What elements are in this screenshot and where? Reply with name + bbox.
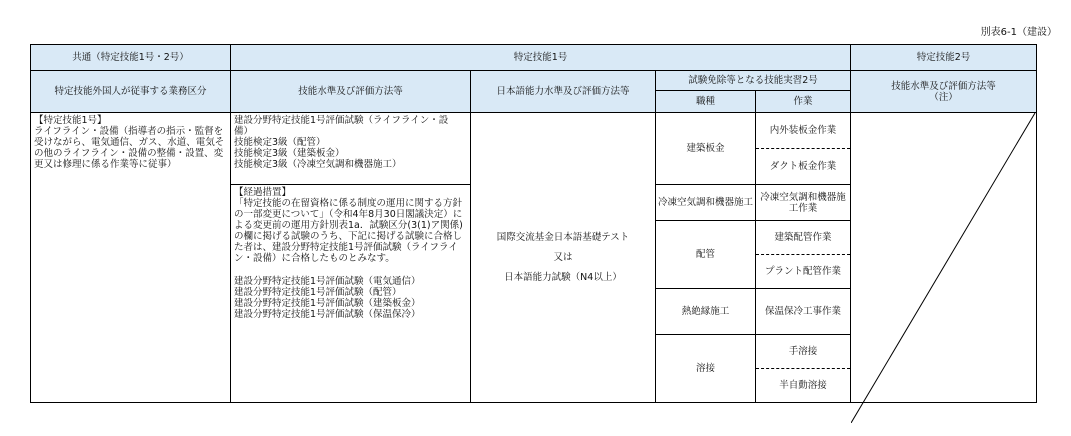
occupation-piping: 配管 xyxy=(656,221,756,289)
work-item: 内外装板金作業 xyxy=(756,113,851,149)
tokutei2-empty-cell xyxy=(851,113,1037,403)
skill-tests-cell: 建設分野特定技能1号評価試験（ライフライン・設備） 技能検定3級（配管） 技能検定3級（建築板金） 技能検定3級（冷凍空気調和機器施工） xyxy=(231,113,471,185)
occupation-refrigeration: 冷凍空気調和機器施工 xyxy=(656,185,756,221)
transitional-cell xyxy=(231,185,471,403)
work-item: 半自動溶接 xyxy=(756,369,851,403)
work-item: 保温保冷工事作業 xyxy=(756,289,851,335)
header-skill-eval-2 xyxy=(851,71,1037,113)
occupation-sheet-metal: 建築板金 xyxy=(656,113,756,185)
occupation-welding: 溶接 xyxy=(656,335,756,403)
header-common: 共通（特定技能1号・2号） xyxy=(31,45,231,71)
japanese-line2: 又は xyxy=(553,252,573,263)
header-skill-eval: 技能水準及び評価方法等 xyxy=(231,71,471,113)
work-item: 建築配管作業 xyxy=(756,221,851,255)
header-skill-eval-2-line1: 技能水準及び評価方法等 xyxy=(891,80,996,92)
header-japanese-eval: 日本語能力水準及び評価方法等 xyxy=(471,71,656,113)
header-exemption: 試験免除等となる技能実習2号 xyxy=(656,71,851,91)
work-category-cell: 【特定技能1号】 ライフライン・設備（指導者の指示・監督を受けながら、電気通信、ガス、水道、電気その他のライフライン・設備の整備・設置、変更又は修理に係る作業等に従事） xyxy=(31,113,231,403)
reference-label: 別表6-1（建設） xyxy=(980,27,1057,38)
transitional-text: 【経過措置】 「特定技能の在留資格に係る制度の運用に関する方針の一部変更について」（令和4年8月30日閣議決定）による変更前の運用方針別表1a．試験区分(3(1)ア関係)の欄に掲げる試験のうち、下記に掲げる試験に合格した者は、建設分野特定技能1号評価試験（ライフライン・設備）に合格したものとみなす。 xyxy=(234,187,463,264)
header-work: 作業 xyxy=(756,91,851,113)
legacy-tests-text: 建設分野特定技能1号評価試験（電気通信） 建設分野特定技能1号評価試験（配管） 建設分野特定技能1号評価試験（建築板金） 建設分野特定技能1号評価試験（保温保冷） xyxy=(234,276,421,320)
japanese-eval-cell xyxy=(471,113,656,403)
header-tokutei1: 特定技能1号 xyxy=(231,45,851,71)
occupation-insulation: 熱絶縁施工 xyxy=(656,289,756,335)
work-item: ダクト板金作業 xyxy=(756,149,851,185)
not-applicable-diagonal xyxy=(851,113,1037,423)
japanese-line1: 国際交流基金日本語基礎テスト xyxy=(496,232,630,243)
japanese-line3: 日本語能力試験（N4以上） xyxy=(504,272,622,283)
work-item: 冷凍空気調和機器施工作業 xyxy=(756,185,851,221)
requirements-table xyxy=(30,44,1037,403)
header-work-category: 特定技能外国人が従事する業務区分 xyxy=(31,71,231,113)
header-skill-eval-2-line2: （注） xyxy=(929,91,958,103)
work-item: プラント配管作業 xyxy=(756,255,851,289)
header-tokutei2: 特定技能2号 xyxy=(851,45,1037,71)
header-occupation: 職種 xyxy=(656,91,756,113)
work-item: 手溶接 xyxy=(756,335,851,369)
